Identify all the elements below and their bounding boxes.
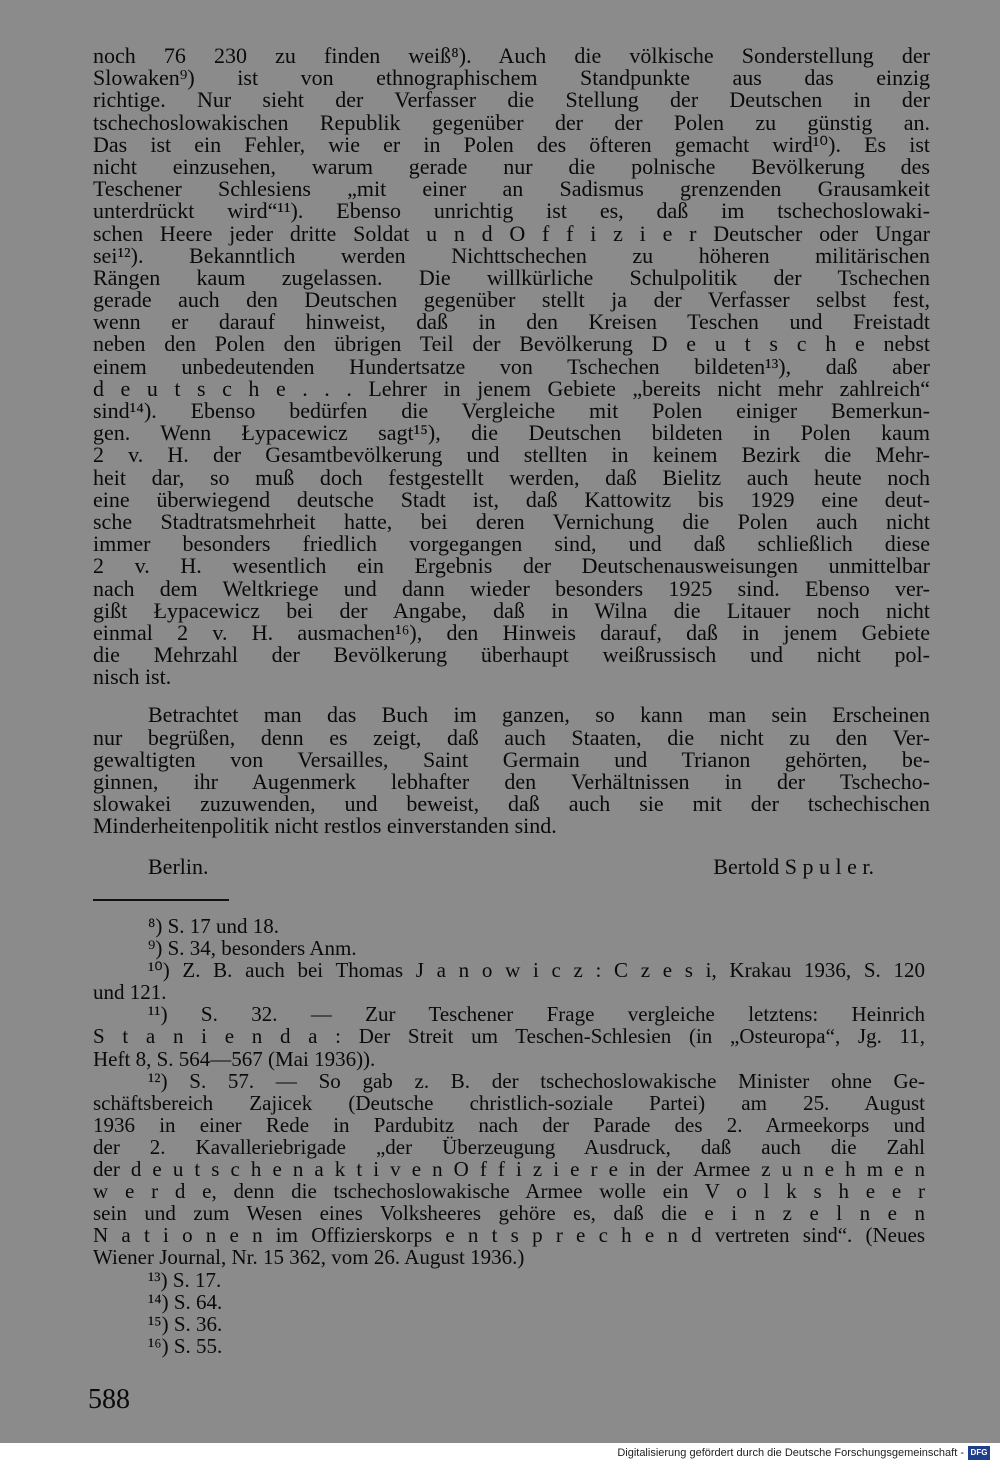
page-number: 588	[88, 1384, 130, 1415]
footnote-line: Heft 8, S. 564—567 (Mai 1936)).	[93, 1046, 376, 1071]
footnote-rule	[93, 899, 229, 901]
signature-place: Berlin.	[148, 853, 209, 879]
footnote-line: ¹⁰) Z. B. auch bei Thomas J a n o w i c z : C z e s i, Krakau 1936, S. 120	[148, 958, 925, 983]
footnote-line: w e r d e, denn die tschechoslowakische Armee wolle ein V o l k s h e e r	[93, 1179, 925, 1204]
text-line: wenn er darauf hinweist, daß in den Kreisen Teschen und Freistadt	[93, 309, 930, 335]
text-line: schen Heere jeder dritte Soldat u n d O f f i z i e r Deutscher oder Ungar	[93, 220, 930, 246]
text-line: ginnen, ihr Augenmerk lebhafter den Verhältnissen in der Tschecho-	[93, 769, 930, 794]
footnote-line: ⁹) S. 34, besonders Anm.	[148, 936, 357, 961]
footnote-line: ¹¹) S. 32. — Zur Teschener Frage vergleiche letztens: Heinrich	[148, 1002, 925, 1027]
text-line: 2 v. H. der Gesamtbevölkerung und stellten in keinem Bezirk die Mehr-	[93, 442, 930, 468]
text-line: richtige. Nur sieht der Verfasser die Stellung der Deutschen in der	[93, 87, 930, 113]
footnote-line: ¹²) S. 57. — So gab z. B. der tschechoslowakische Minister ohne Ge-	[148, 1068, 925, 1093]
funding-credit: Digitalisierung gefördert durch die Deutsche Forschungsgemeinschaft -	[617, 1447, 964, 1459]
text-line: nach dem Weltkriege und dann wieder besonders 1925 sind. Ebenso ver-	[93, 575, 930, 601]
footnote-line: N a t i o n e n im Offizierskorps e n t s p r e c h e n d vertreten sind“. (Neues	[93, 1223, 925, 1248]
text-line: d e u t s c h e . . . Lehrer in jenem Gebiete „bereits nicht mehr zahlreich“	[93, 375, 930, 401]
text-line: Slowaken⁹) ist von ethnographischem Standpunkte aus das einzig	[93, 65, 930, 91]
footnote-line: sein und zum Wesen eines Volksheeres gehöre es, daß die e i n z e l n e n	[93, 1201, 925, 1226]
footnote-line: schäftsbereich Zajicek (Deutsche christlich-soziale Partei) am 25. August	[93, 1090, 925, 1115]
text-line: Rängen kaum zugelassen. Die willkürliche Schulpolitik der Tschechen	[93, 264, 930, 290]
text-line: eine überwiegend deutsche Stadt ist, daß Kattowitz bis 1929 eine deut-	[93, 486, 930, 512]
text-line: nicht einzusehen, warum gerade nur die polnische Bevölkerung des	[93, 153, 930, 179]
footnote-line: ⁸) S. 17 und 18.	[148, 914, 279, 938]
text-line: nisch ist.	[93, 664, 172, 690]
text-line: gewaltigten von Versailles, Saint Germain und Trianon gehörten, be-	[93, 746, 930, 772]
signature-author: Bertold S p u l e r.	[713, 853, 874, 879]
text-line: einmal 2 v. H. ausmachen¹⁶), den Hinweis darauf, daß in jenem Gebiete	[93, 619, 930, 645]
text-line: Das ist ein Fehler, wie er in Polen des öfteren gemacht wird¹⁰). Es ist	[93, 131, 930, 157]
text-line: unterdrückt wird“¹¹). Ebenso unrichtig ist es, daß im tschechoslowaki-	[93, 198, 930, 224]
text-line: nur begrüßen, denn es zeigt, daß auch Staaten, die nicht zu den Ver-	[93, 724, 930, 750]
text-line: heit dar, so muß doch festgestellt werden, daß Bielitz auch heute noch	[93, 464, 930, 490]
footnote-line: der d e u t s c h e n a k t i v e n O f f i z i e r e in der Armee z u n e h m e n	[93, 1157, 925, 1182]
signature	[93, 853, 930, 880]
text-line: gißt Łypacewicz bei der Angabe, daß in Wilna die Litauer noch nicht	[93, 597, 930, 623]
footnote-line: ¹⁵) S. 36.	[148, 1311, 223, 1336]
main-text	[93, 45, 930, 880]
dfg-logo-icon: DFG	[968, 1446, 990, 1460]
text-line: sind¹⁴). Ebenso bedürfen die Vergleiche mit Polen einiger Bemerkun-	[93, 398, 930, 423]
text-line: Betrachtet man das Buch im ganzen, so kann man sein Erscheinen	[148, 702, 930, 728]
footnote-line: 1936 in einer Rede in Pardubitz nach der Parade des 2. Armeekorps und	[93, 1112, 925, 1137]
text-line: immer besonders friedlich vorgegangen sind, und daß schließlich diese	[93, 531, 930, 557]
footnote-line: ¹⁶) S. 55.	[148, 1333, 223, 1358]
footnote-line: ¹⁴) S. 64.	[148, 1289, 223, 1314]
text-line: sche Stadtratsmehrheit hatte, bei deren Vernichung die Polen auch nicht	[93, 508, 930, 534]
text-line: tschechoslowakischen Republik gegenüber der der Polen zu günstig an.	[93, 109, 930, 135]
text-line: Teschener Schlesiens „mit einer an Sadismus grenzenden Grausamkeit	[93, 176, 930, 202]
text-line: sei¹²). Bekanntlich werden Nichttschechen zu höheren militärischen	[93, 242, 930, 268]
footnotes	[93, 915, 925, 1357]
text-line: noch 76 230 zu finden weiß⁸). Auch die völkische Sonderstellung der	[93, 43, 930, 68]
text-line: die Mehrzahl der Bevölkerung überhaupt weißrussisch und nicht pol-	[93, 642, 930, 668]
text-line: einem unbedeutenden Hundertsatze von Tschechen bildeten¹³), daß aber	[93, 353, 930, 379]
text-line: 2 v. H. wesentlich ein Ergebnis der Deutschenausweisungen unmittelbar	[93, 553, 930, 579]
text-line: gerade auch den Deutschen gegenüber stellt ja der Verfasser selbst fest,	[93, 287, 930, 313]
footnote-line: Wiener Journal, Nr. 15 362, vom 26. August 1936.)	[93, 1245, 525, 1270]
footnote-line: und 121.	[93, 980, 167, 1005]
text-line: gen. Wenn Łypacewicz sagt¹⁵), die Deutschen bildeten in Polen kaum	[93, 420, 930, 446]
digitization-footer	[0, 1443, 1000, 1465]
footnote-line: S t a n i e n d a : Der Streit um Teschen-Schlesien (in „Osteuropa“, Jg. 11,	[93, 1024, 925, 1049]
text-line: slowakei zuzuwenden, und beweist, daß auch sie mit der tschechischen	[93, 791, 930, 817]
footnote-line: ¹³) S. 17.	[148, 1267, 222, 1292]
text-line: Minderheitenpolitik nicht restlos einverstanden sind.	[93, 813, 557, 839]
footnote-line: der 2. Kavalleriebrigade „der Überzeugung Ausdruck, daß auch die Zahl	[93, 1134, 925, 1159]
text-line: neben den Polen den übrigen Teil der Bevölkerung D e u t s c h e nebst	[93, 331, 930, 357]
